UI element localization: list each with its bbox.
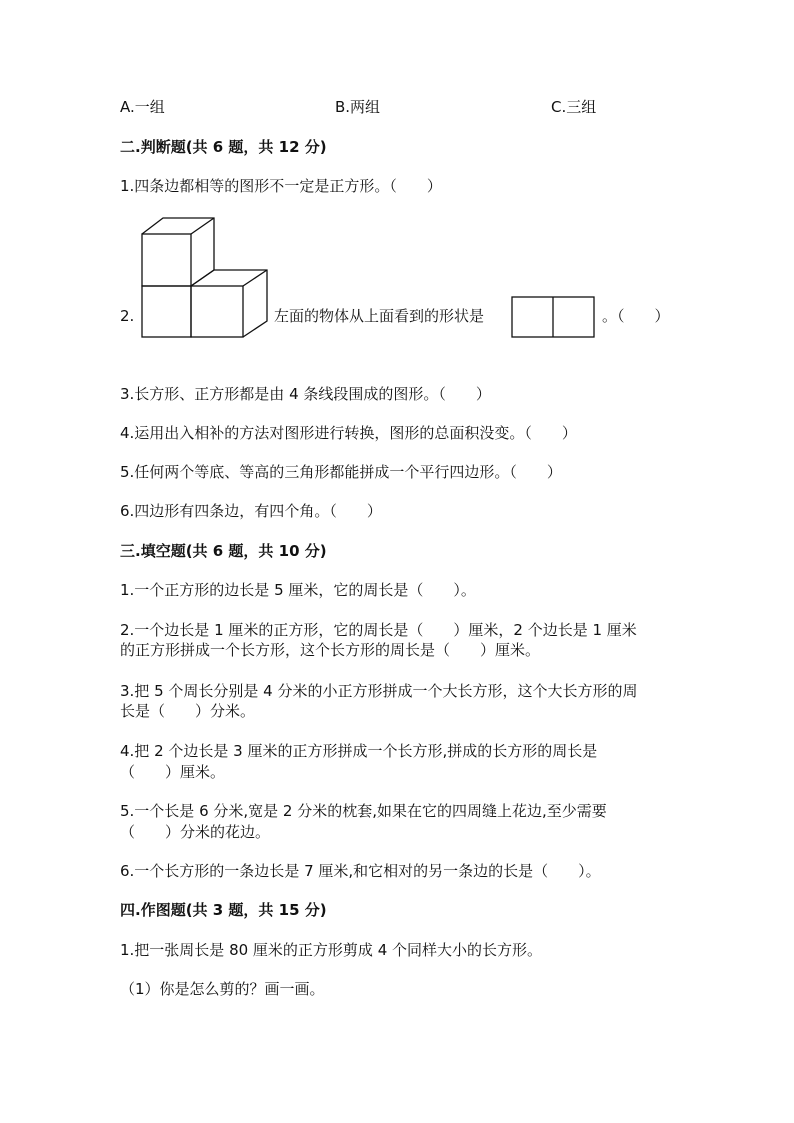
question-number: 2. bbox=[120, 307, 135, 325]
fill-question-4-line-1: 4.把 2 个边长是 3 厘米的正方形拼成一个长方形,拼成的长方形的周长是 bbox=[120, 742, 598, 760]
fill-question-5-line-2: （ ）分米的花边。 bbox=[120, 823, 271, 841]
judge-question-4: 4.运用出入相补的方法对图形进行转换，图形的总面积没变。（ ） bbox=[120, 424, 577, 442]
fill-question-2-line-2: 的正方形拼成一个长方形，这个长方形的周长是（ ）厘米。 bbox=[120, 641, 541, 659]
judge-question-6: 6.四边形有四条边，有四个角。（ ） bbox=[120, 502, 382, 520]
fill-question-2-line-1: 2.一个边长是 1 厘米的正方形，它的周长是（ ）厘米，2 个边长是 1 厘米 bbox=[120, 621, 637, 639]
answer-options bbox=[120, 97, 720, 117]
question-2-text: 左面的物体从上面看到的形状是 bbox=[274, 307, 485, 325]
option-a: A.一组 bbox=[120, 98, 165, 116]
judge-question-2 bbox=[120, 212, 720, 342]
judge-question-3: 3.长方形、正方形都是由 4 条线段围成的图形。（ ） bbox=[120, 385, 491, 403]
fill-question-5-line-1: 5.一个长是 6 分米,宽是 2 分米的枕套,如果在它的四周缝上花边,至少需要 bbox=[120, 802, 607, 820]
bottom-left-cube bbox=[142, 286, 191, 337]
bottom-right-cube bbox=[191, 286, 243, 337]
option-c: C.三组 bbox=[551, 98, 597, 116]
drawing-question-1-part-1: （1）你是怎么剪的？画一画。 bbox=[120, 980, 325, 998]
fill-question-6: 6.一个长方形的一条边长是 7 厘米,和它相对的另一条边的长是（ ）。 bbox=[120, 862, 601, 880]
fill-question-1: 1.一个正方形的边长是 5 厘米，它的周长是（ ）。 bbox=[120, 581, 476, 599]
judge-question-1: 1.四条边都相等的图形不一定是正方形。（ ） bbox=[120, 177, 442, 195]
top-cube-front bbox=[142, 234, 191, 286]
section-4-title: 四.作图题(共 3 题，共 15 分) bbox=[120, 901, 327, 919]
fill-question-3-line-2: 长是（ ）分米。 bbox=[120, 702, 256, 720]
top-view-figure bbox=[511, 296, 595, 338]
question-2-answer-blank: 。（ ） bbox=[602, 307, 670, 325]
judge-question-5: 5.任何两个等底、等高的三角形都能拼成一个平行四边形。（ ） bbox=[120, 463, 562, 481]
section-2-title: 二.判断题(共 6 题，共 12 分) bbox=[120, 138, 327, 156]
bottom-right-cube-side bbox=[191, 270, 267, 337]
fill-question-3-line-1: 3.把 5 个周长分别是 4 分米的小正方形拼成一个大长方形，这个大长方形的周 bbox=[120, 682, 638, 700]
cube-stack-figure bbox=[140, 212, 270, 338]
option-b: B.两组 bbox=[335, 98, 381, 116]
section-3-title: 三.填空题(共 6 题，共 10 分) bbox=[120, 542, 327, 560]
drawing-question-1: 1.把一张周长是 80 厘米的正方形剪成 4 个同样大小的长方形。 bbox=[120, 941, 543, 959]
fill-question-4-line-2: （ ）厘米。 bbox=[120, 763, 226, 781]
top-cube-side bbox=[142, 218, 214, 286]
